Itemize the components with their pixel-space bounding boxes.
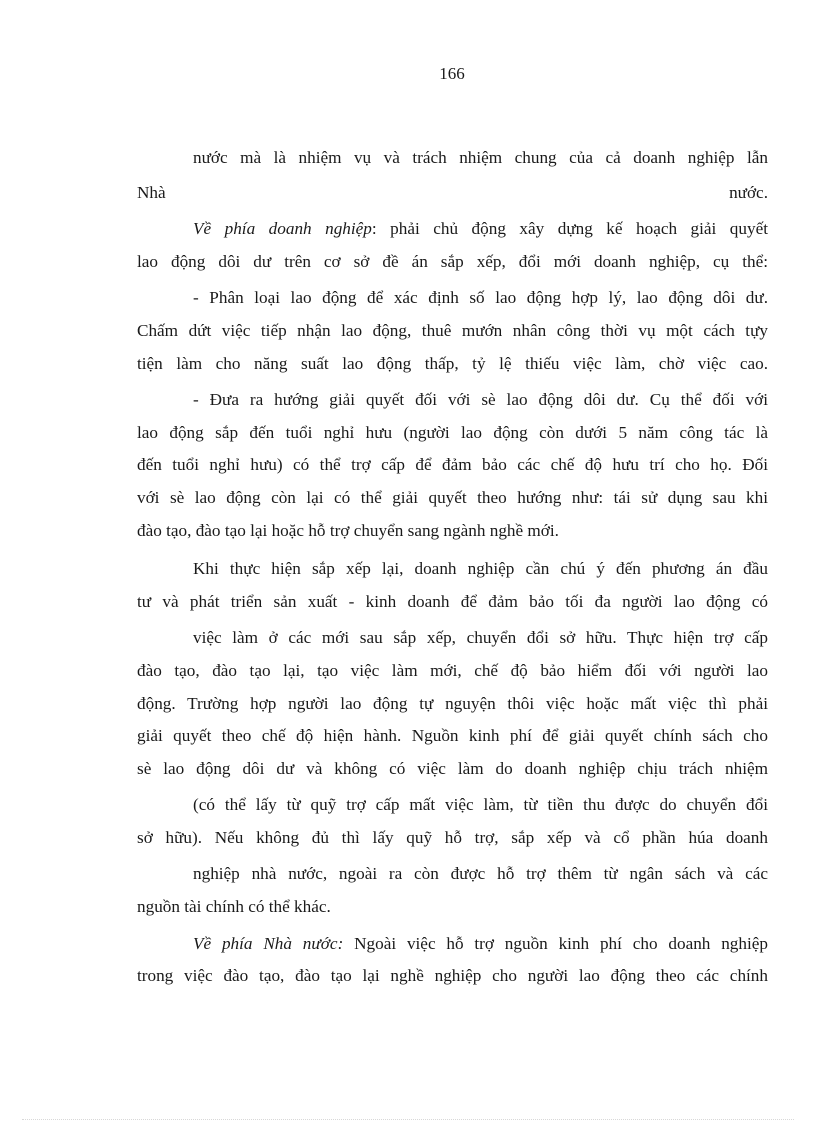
text-line: đào tạo, đào tạo lại hoặc hỗ trợ chuyển sang ngành nghề mới.	[137, 520, 559, 540]
text-line: Khi thực hiện sắp xếp lại, doanh nghiệp cần chú ý đến phương án đầu	[193, 559, 768, 579]
text-line	[137, 928, 768, 961]
text-line: đến tuổi nghỉ hưu) có thể trợ cấp để đảm bảo các chế độ hưu trí cho họ. Đối	[137, 455, 768, 475]
text-line: Chấm dứt việc tiếp nhận lao động, thuê mướn nhân công thời vụ một cách tựy	[137, 320, 768, 340]
text-line: sè lao động dôi dư và không có việc làm do doanh nghiệp chịu trách nhiệm	[137, 758, 768, 778]
text-line: (có thể lấy từ quỹ trợ cấp mất việc làm, từ tiền thu được do chuyển đổi	[193, 795, 768, 815]
text-line: lao động dôi dư trên cơ sở đề án sắp xếp, đổi mới doanh nghiệp, cụ thể:	[137, 251, 768, 271]
text-fragment: nước.	[729, 182, 768, 202]
text-fragment: Nhà	[137, 182, 166, 202]
italic-heading: Về phía doanh nghiệp	[193, 219, 372, 239]
italic-heading: Về phía Nhà nước:	[193, 933, 344, 953]
text-line: với sè lao động còn lại có thể giải quyết theo hướng như: tái sử dụng sau khi	[137, 487, 768, 507]
page-bottom-divider	[22, 1119, 794, 1120]
text-line: sở hữu). Nếu không đủ thì lấy quỹ hỗ trợ, sắp xếp và cổ phần húa doanh	[137, 827, 768, 847]
text-line: nước mà là nhiệm vụ và trách nhiệm chung của cả doanh nghiệp lẫn	[193, 148, 768, 167]
text-line	[137, 213, 768, 246]
text-line: trong việc đào tạo, đào tạo lại nghề nghiệp cho người lao động theo các chính	[137, 966, 768, 986]
text-line: nguồn tài chính có thể khác.	[137, 897, 331, 917]
text-fragment: Ngoài việc hỗ trợ nguồn kinh phí cho doanh nghiệp	[343, 933, 768, 953]
text-line: lao động sắp đến tuổi nghỉ hưu (người lao động còn dưới 5 năm công tác là	[137, 422, 768, 442]
text-line	[137, 177, 768, 210]
text-line: việc làm ở các mới sau sắp xếp, chuyển đổi sở hữu. Thực hiện trợ cấp	[193, 628, 768, 648]
text-line: giải quyết theo chế độ hiện hành. Nguồn kinh phí để giải quyết chính sách cho	[137, 726, 768, 746]
text-line: nghiệp nhà nước, ngoài ra còn được hỗ trợ thêm từ ngân sách và các	[193, 864, 768, 884]
text-line: động. Trường hợp người lao động tự nguyện thôi việc hoặc mất việc thì phải	[137, 693, 768, 713]
body-text	[137, 142, 768, 993]
text-line: - Phân loại lao động để xác định số lao động hợp lý, lao động dôi dư.	[193, 288, 768, 308]
text-line: đào tạo, đào tạo lại, tạo việc làm mới, chế độ bảo hiểm đối với người lao	[137, 660, 768, 680]
text-line: tư và phát triển sản xuất - kinh doanh để đảm bảo tối đa người lao động có	[137, 591, 768, 611]
text-line: - Đưa ra hướng giải quyết đối với sè lao động dôi dư. Cụ thể đối với	[193, 390, 768, 410]
page-number: 166	[439, 64, 465, 83]
text-line: tiện làm cho năng suất lao động thấp, tỷ lệ thiếu việc làm, chờ việc cao.	[137, 353, 768, 373]
text-fragment: : phải chủ động xây dựng kế hoạch giải quyết	[371, 219, 768, 239]
